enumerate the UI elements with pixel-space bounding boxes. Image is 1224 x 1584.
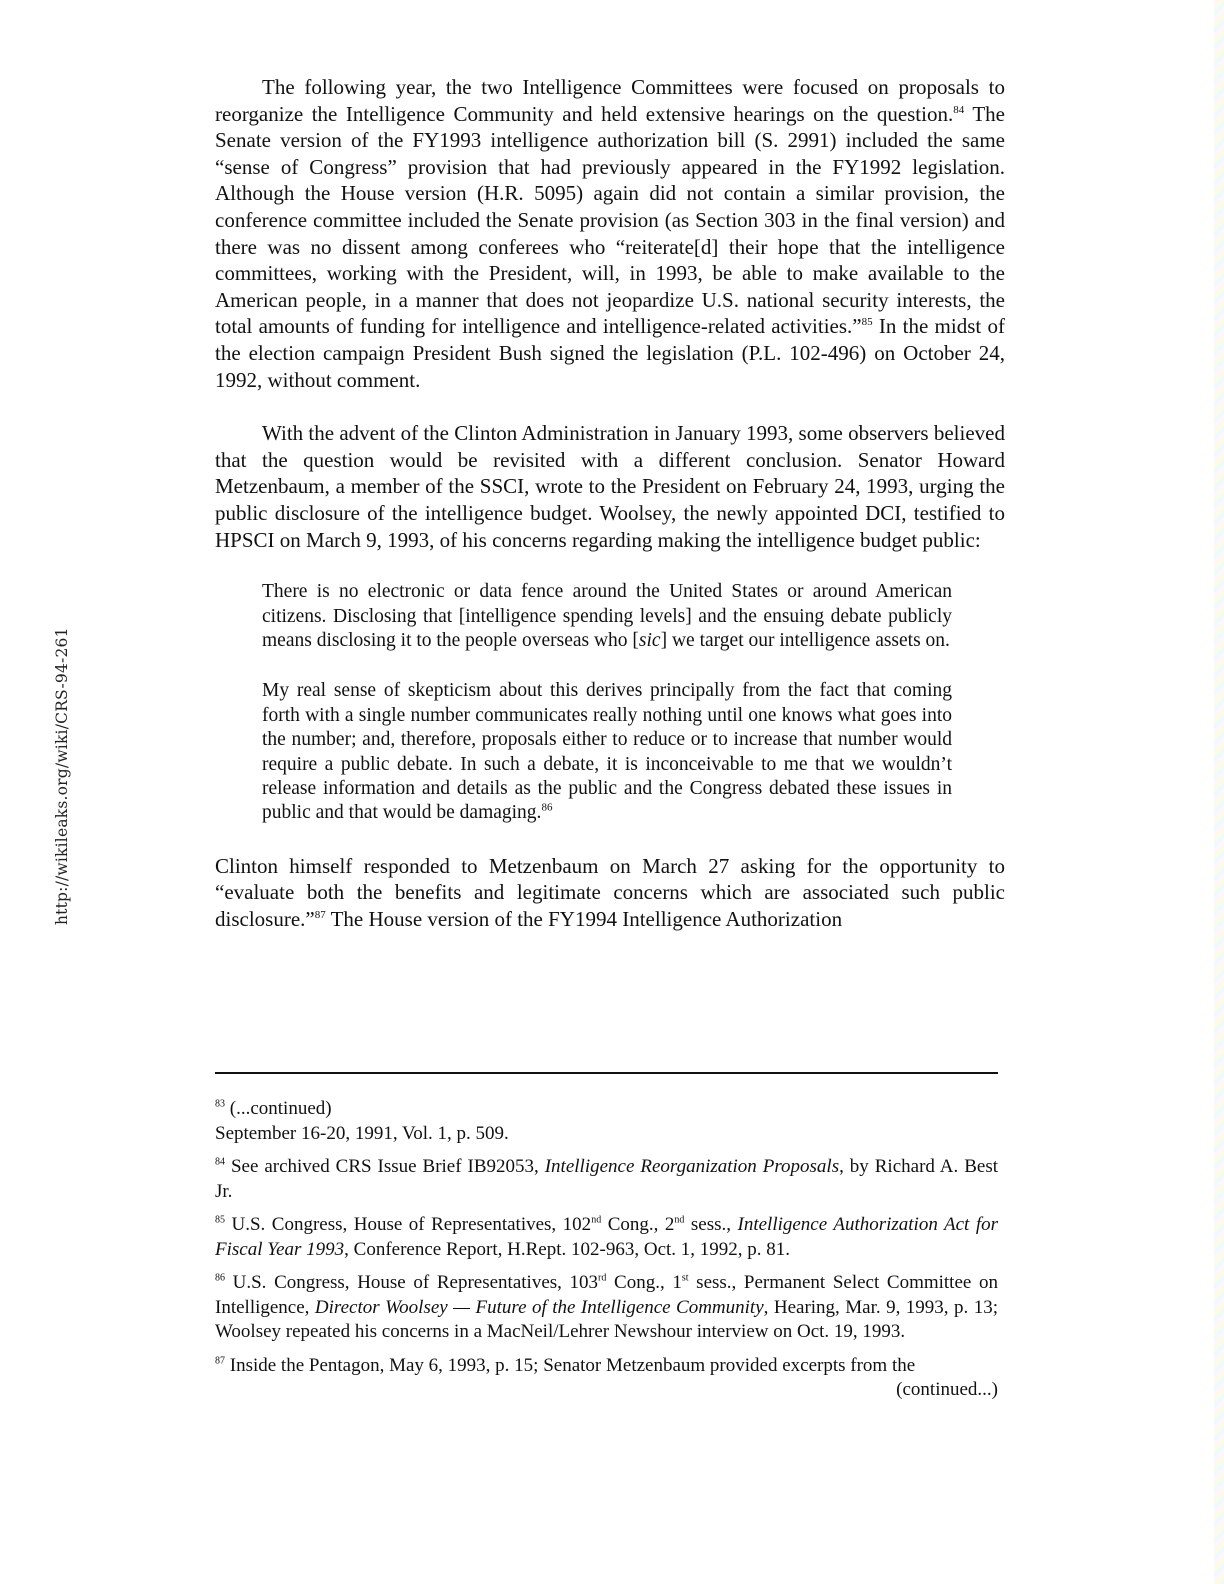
footnote-87: $^{87}$ Inside the Pentagon, May 6, 1993, p. 15; Senator Metzenbaum provided excerpts from the: [215, 1354, 916, 1376]
footnote-85: $^{85}$ U.S. Congress, House of Representatives, 102nd Cong., 2nd sess., Intelligence Authorization Act for Fiscal Year 1993, Conference Report, H.Rept. 102-963, Oct. 1, 1992, p. 81.: [215, 1214, 998, 1260]
footnote-84: $^{84}$ See archived CRS Issue Brief IB92053, Intelligence Reorganization Proposals, by Richard A. Best Jr.: [215, 1156, 998, 1202]
scan-edge-strip: [1214, 0, 1224, 1584]
footnote-86: $^{86}$ U.S. Congress, House of Representatives, 103rd Cong., 1st sess., Permanent Select Committee on Intelligence, Director Woolsey — Future of the Intelligence Community, Hearing, Mar. 9, 1993, p. 13; Woolsey repeated his concerns in a MacNeil/Lehrer Newshour interview on Oct. 19, 1993.: [215, 1272, 998, 1342]
paragraph-3: Clinton himself responded to Metzenbaum on March 27 asking for the opportunity to “evaluate both the benefits and legitimate concerns which are associated such public disclosure.”$^{87}$ The House version of the FY1994 Intelligence Authorization: [215, 853, 1005, 931]
continued-label: (continued...): [896, 1379, 998, 1400]
footnote-83: $^{83}$ (...continued): [215, 1098, 332, 1119]
footnote-ref-86[interactable]: 86: [541, 801, 553, 814]
side-watermark-url: http://wikileaks.org/wiki/CRS-94-261: [53, 627, 71, 925]
paragraph-1: The following year, the two Intelligence Committees were focused on proposals to reorganize the Intelligence Community and held extensive hearings on the question.$^{84}$ The Senate version of the FY1993 intelligence authorization bill (S. 2991) included the same “sense of Congress” provision that had previously appeared in the FY1992 legislation. Although the House version (H.R. 5095) again did not contain a similar provision, the conference committee included the Senate provision (as Section 303 in the final version) and there was no dissent among conferees who “reiterate[d] their hope that the intelligence committees, working with the President, will, in 1993, be able to make available to the American people, in a manner that does not jeopardize U.S. national security interests, the total amounts of funding for intelligence and intelligence-related activities.”$^{85}$ In the midst of the election campaign President Bush signed the legislation (P.L. 102-496) on October 24, 1992, without comment.: [215, 75, 1005, 392]
quote-paragraph-2: My real sense of skepticism about this derives principally from the fact that coming forth with a single number communicates really nothing until one knows what goes into the number; and, therefore, proposals either to reduce or to increase that number would require a public debate. In such a debate, it is inconceivable to me that we wouldn’t release information and details as the public and the Congress debated these issues in public and that would be damaging.$^{86}$: [262, 680, 952, 824]
block-quote: [262, 580, 952, 826]
quote-paragraph-1: There is no electronic or data fence around the United States or around American citizens. Disclosing that [intelligence spending levels] and the ensuing debate publicly means disclosing it to the people overseas who [sic] we target our intelligence assets on.: [262, 581, 952, 651]
footnote-ref-84[interactable]: 84: [953, 103, 965, 116]
paragraph-2: With the advent of the Clinton Administration in January 1993, some observers believed that the question would be revisited with a different conclusion. Senator Howard Metzenbaum, a member of the SSCI, wrote to the President on February 24, 1993, urging the public disclosure of the intelligence budget. Woolsey, the newly appointed DCI, testified to HPSCI on March 9, 1993, of his concerns regarding making the intelligence budget public:: [215, 421, 1005, 552]
footnote-83-continued: September 16-20, 1991, Vol. 1, p. 509.: [215, 1122, 509, 1144]
footnote-ref-85[interactable]: 85: [861, 316, 873, 329]
footnotes: [215, 1097, 998, 1403]
footnote-ref-87[interactable]: 87: [314, 908, 326, 921]
body-text: [215, 74, 1005, 933]
footnote-divider: [215, 1072, 998, 1074]
